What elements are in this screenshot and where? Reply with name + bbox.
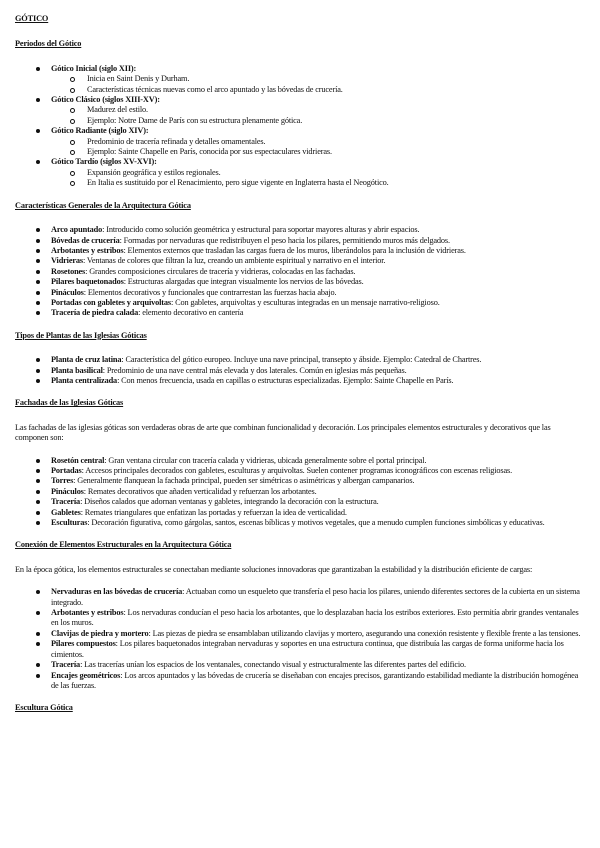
list-item	[15, 518, 585, 528]
list-item	[15, 64, 585, 95]
section-heading-conexion: Conexión de Elementos Estructurales en la Arquitectura Gótica	[15, 540, 232, 550]
list-item	[15, 157, 585, 188]
list-item	[15, 587, 585, 608]
item-colon: :	[157, 95, 160, 105]
item-text: : Los nervaduras conducían el peso hacia los arbotantes, que lo desplazaban hacia los estribos exteriores. Esto permitía abrir grandes ventanales en los muros.	[51, 608, 579, 628]
list-item	[15, 466, 585, 476]
section-heading-periodos: Periodos del Gótico	[15, 39, 82, 49]
sub-list-item: Expansión geográfica y estilos regionales.	[51, 168, 585, 178]
sub-list-item: Inicia en Saint Denis y Durham.	[51, 74, 585, 84]
list-item	[15, 608, 585, 629]
item-term: Bóvedas de crucería	[51, 235, 120, 245]
list-item	[15, 355, 585, 365]
list-item	[15, 288, 585, 298]
item-term: Torres	[51, 476, 74, 486]
list-item	[15, 456, 585, 466]
item-text: : Generalmente flanquean la fachada principal, pueden ser simétricas o asimétricas y albergan campanarios.	[73, 476, 415, 486]
item-term: Arbotantes y estribos	[51, 245, 124, 255]
item-term: Gabletes	[51, 507, 81, 517]
item-text: : Elementos decorativos y funcionales que contrarrestan las fuerzas hacia abajo.	[83, 287, 337, 297]
item-term: Encajes geométricos	[51, 670, 121, 680]
document-title: GÓTICO	[15, 14, 49, 23]
fachadas-intro: Las fachadas de las iglesias góticas son verdaderas obras de arte que combinan funcionalidad y decoración. Los principales elementos estructurales y decorativos que las componen son:	[15, 422, 551, 443]
list-item	[15, 660, 585, 670]
item-text: : Accesos principales decorados con gabletes, esculturas y arquivoltas. Suelen contener programas iconográficos con escenas religiosas.	[81, 466, 513, 475]
sub-list-item: Características técnicas nuevas como el arco apuntado y las bóvedas de crucería.	[51, 85, 585, 95]
item-term: Rosetones	[51, 266, 86, 276]
list-item	[15, 225, 585, 235]
list-item	[15, 95, 585, 126]
list-item	[15, 476, 585, 486]
item-text: : Actuaban como un esqueleto que transfería el peso hacia los pilares, uniendo diferentes sectores de la cubierta en un sistema integrado.	[51, 587, 580, 607]
list-item	[15, 629, 585, 639]
item-text: : Estructuras alargadas que integran visualmente los nervios de las bóvedas.	[123, 277, 364, 287]
item-text: : Las tracerías unían los espacios de los ventanales, conectando visual y estructuralmente las diferentes partes del edificio.	[80, 660, 466, 670]
item-term: Gótico Tardío (siglos XV-XVI)	[51, 157, 155, 167]
conexion-list	[15, 587, 585, 691]
item-text: : Introducido como solución geométrica y estructural para soportar mayores alturas y abrir espacios.	[102, 225, 420, 235]
item-term: Gótico Clásico (siglos XIII-XV)	[51, 95, 158, 105]
item-text: : Ventanas de colores que filtran la luz, creando un ambiente espiritual y narrativo en el interior.	[82, 256, 386, 266]
list-item	[15, 298, 585, 308]
item-term: Tracería de piedra calada	[51, 308, 139, 318]
item-text: : Característica del gótico europeo. Incluye una nave principal, transepto y ábside. Ejemplo: Catedral de Chartres.	[121, 355, 482, 365]
list-item	[15, 376, 585, 386]
item-term: Vidrieras	[51, 256, 83, 266]
caracteristicas-list	[15, 225, 585, 319]
section-heading-caracteristicas: Características Generales de la Arquitectura Gótica	[15, 200, 191, 210]
item-term: Rosetón central	[51, 455, 105, 465]
list-item	[15, 671, 585, 692]
item-colon: :	[145, 126, 149, 136]
section-heading-plantas: Tipos de Plantas de las Iglesias Góticas	[15, 330, 147, 340]
item-term: Portadas	[51, 466, 82, 475]
item-text: : Grandes composiciones circulares de tracería y vidrieras, colocadas en las fachadas.	[85, 266, 356, 276]
item-term: Nervaduras en las bóvedas de crucería	[51, 587, 183, 597]
item-text: : Remates decorativos que añaden verticalidad y refuerzan los arbotantes.	[83, 486, 317, 496]
sub-list	[51, 137, 585, 158]
item-text: : Los arcos apuntados y las bóvedas de crucería se diseñaban con encajes precisos, garantizando estabilidad mediante la distribución homogénea de las fuerzas.	[51, 670, 579, 690]
sub-list-item: Madurez del estilo.	[51, 105, 585, 115]
list-item	[15, 256, 585, 266]
sub-list	[51, 74, 585, 95]
item-text: : Los pilares baquetonados integraban nervaduras y soportes en una estructura continua, que distribuía las cargas de forma uniforme hacia los cimientos.	[51, 639, 564, 659]
item-text: : Diseños calados que adornan ventanas y gabletes, integrando la decoración con la estructura.	[80, 497, 379, 507]
item-text: : Predominio de una nave central más elevada y dos laterales. Común en iglesias más pequeñas.	[102, 365, 407, 375]
item-text: : Con menos frecuencia, usada en capillas o estructuras especializadas. Ejemplo: Sainte Chapelle en París.	[117, 375, 454, 385]
periodos-list	[15, 64, 585, 189]
list-item	[15, 267, 585, 277]
item-term: Gótico Radiante (siglo XIV)	[51, 126, 146, 136]
item-term: Planta basilical	[51, 365, 103, 375]
list-item	[15, 277, 585, 287]
sub-list-item: Ejemplo: Sainte Chapelle en París, conocida por sus espectaculares vidrieras.	[51, 147, 585, 157]
item-term: Tracería	[51, 497, 81, 507]
item-term: Clavijas de piedra y mortero	[51, 628, 149, 638]
list-item	[15, 508, 585, 518]
item-text: : Elementos externos que trasladan las cargas fuera de los muros, liberándolos para la inclusión de vidrieras.	[123, 245, 466, 255]
sub-list-item: En Italia es sustituido por el Renacimiento, pero sigue vigente en Inglaterra hasta el Neogótico.	[51, 178, 585, 188]
item-term: Arco apuntado	[51, 225, 103, 235]
item-term: Planta centralizada	[51, 375, 118, 385]
item-text: : Decoración figurativa, como gárgolas, santos, escenas bíblicas y motivos vegetales, que a menudo cumplen funciones simbólicas y educativas.	[87, 518, 545, 528]
list-item	[15, 236, 585, 246]
item-term: Tracería	[51, 660, 81, 670]
sub-list	[51, 168, 585, 189]
fachadas-list	[15, 456, 585, 529]
item-term: Pilares compuestos	[51, 639, 116, 649]
document-page	[15, 14, 585, 728]
list-item	[15, 366, 585, 376]
item-text: : Formadas por nervaduras que redistribuyen el peso hacia los pilares, permitiendo muros más delgados.	[119, 235, 450, 245]
list-item	[15, 497, 585, 507]
list-item	[15, 487, 585, 497]
item-text: : Con gabletes, arquivoltas y esculturas integradas en un mensaje narrativo-religioso.	[170, 297, 440, 307]
item-term: Pináculos	[51, 486, 84, 496]
sub-list-item: Predominio de tracería refinada y detalles ornamentales.	[51, 137, 585, 147]
section-heading-escultura: Escultura Gótica	[15, 703, 73, 713]
item-term: Planta de cruz latina	[51, 355, 122, 365]
list-item	[15, 308, 585, 318]
list-item	[15, 639, 585, 660]
item-term: Arbotantes y estribos	[51, 608, 124, 618]
list-item	[15, 246, 585, 256]
item-colon: :	[154, 157, 157, 167]
item-term: Pilares baquetonados	[51, 277, 124, 287]
sub-list	[51, 105, 585, 126]
item-text: : Gran ventana circular con tracería calada y vidrieras, ubicada generalmente sobre el portal principal.	[104, 455, 427, 465]
item-term: Esculturas	[51, 518, 88, 528]
item-text: : Remates triangulares que enfatizan las portadas y refuerzan la idea de verticalidad.	[80, 507, 347, 517]
item-text: : Las piezas de piedra se ensamblaban utilizando clavijas y mortero, asegurando una conexión resistente y flexible frente a las tensiones.	[148, 628, 581, 638]
item-term: Portadas con gabletes y arquivoltas	[51, 297, 171, 307]
plantas-list	[15, 355, 585, 386]
item-term: Pináculos	[51, 287, 84, 297]
item-text: : elemento decorativo en cantería	[138, 308, 244, 318]
list-item	[15, 126, 585, 157]
item-colon: :	[133, 63, 137, 73]
sub-list-item: Ejemplo: Notre Dame de París con su estructura plenamente gótica.	[51, 116, 585, 126]
item-term: Gótico Inicial (siglo XII)	[51, 63, 134, 73]
conexion-intro: En la época gótica, los elementos estructurales se conectaban mediante soluciones innovadoras que garantizaban la estabilidad y la distribución eficiente de cargas:	[15, 564, 533, 574]
section-heading-fachadas: Fachadas de las Iglesias Góticas	[15, 398, 124, 408]
